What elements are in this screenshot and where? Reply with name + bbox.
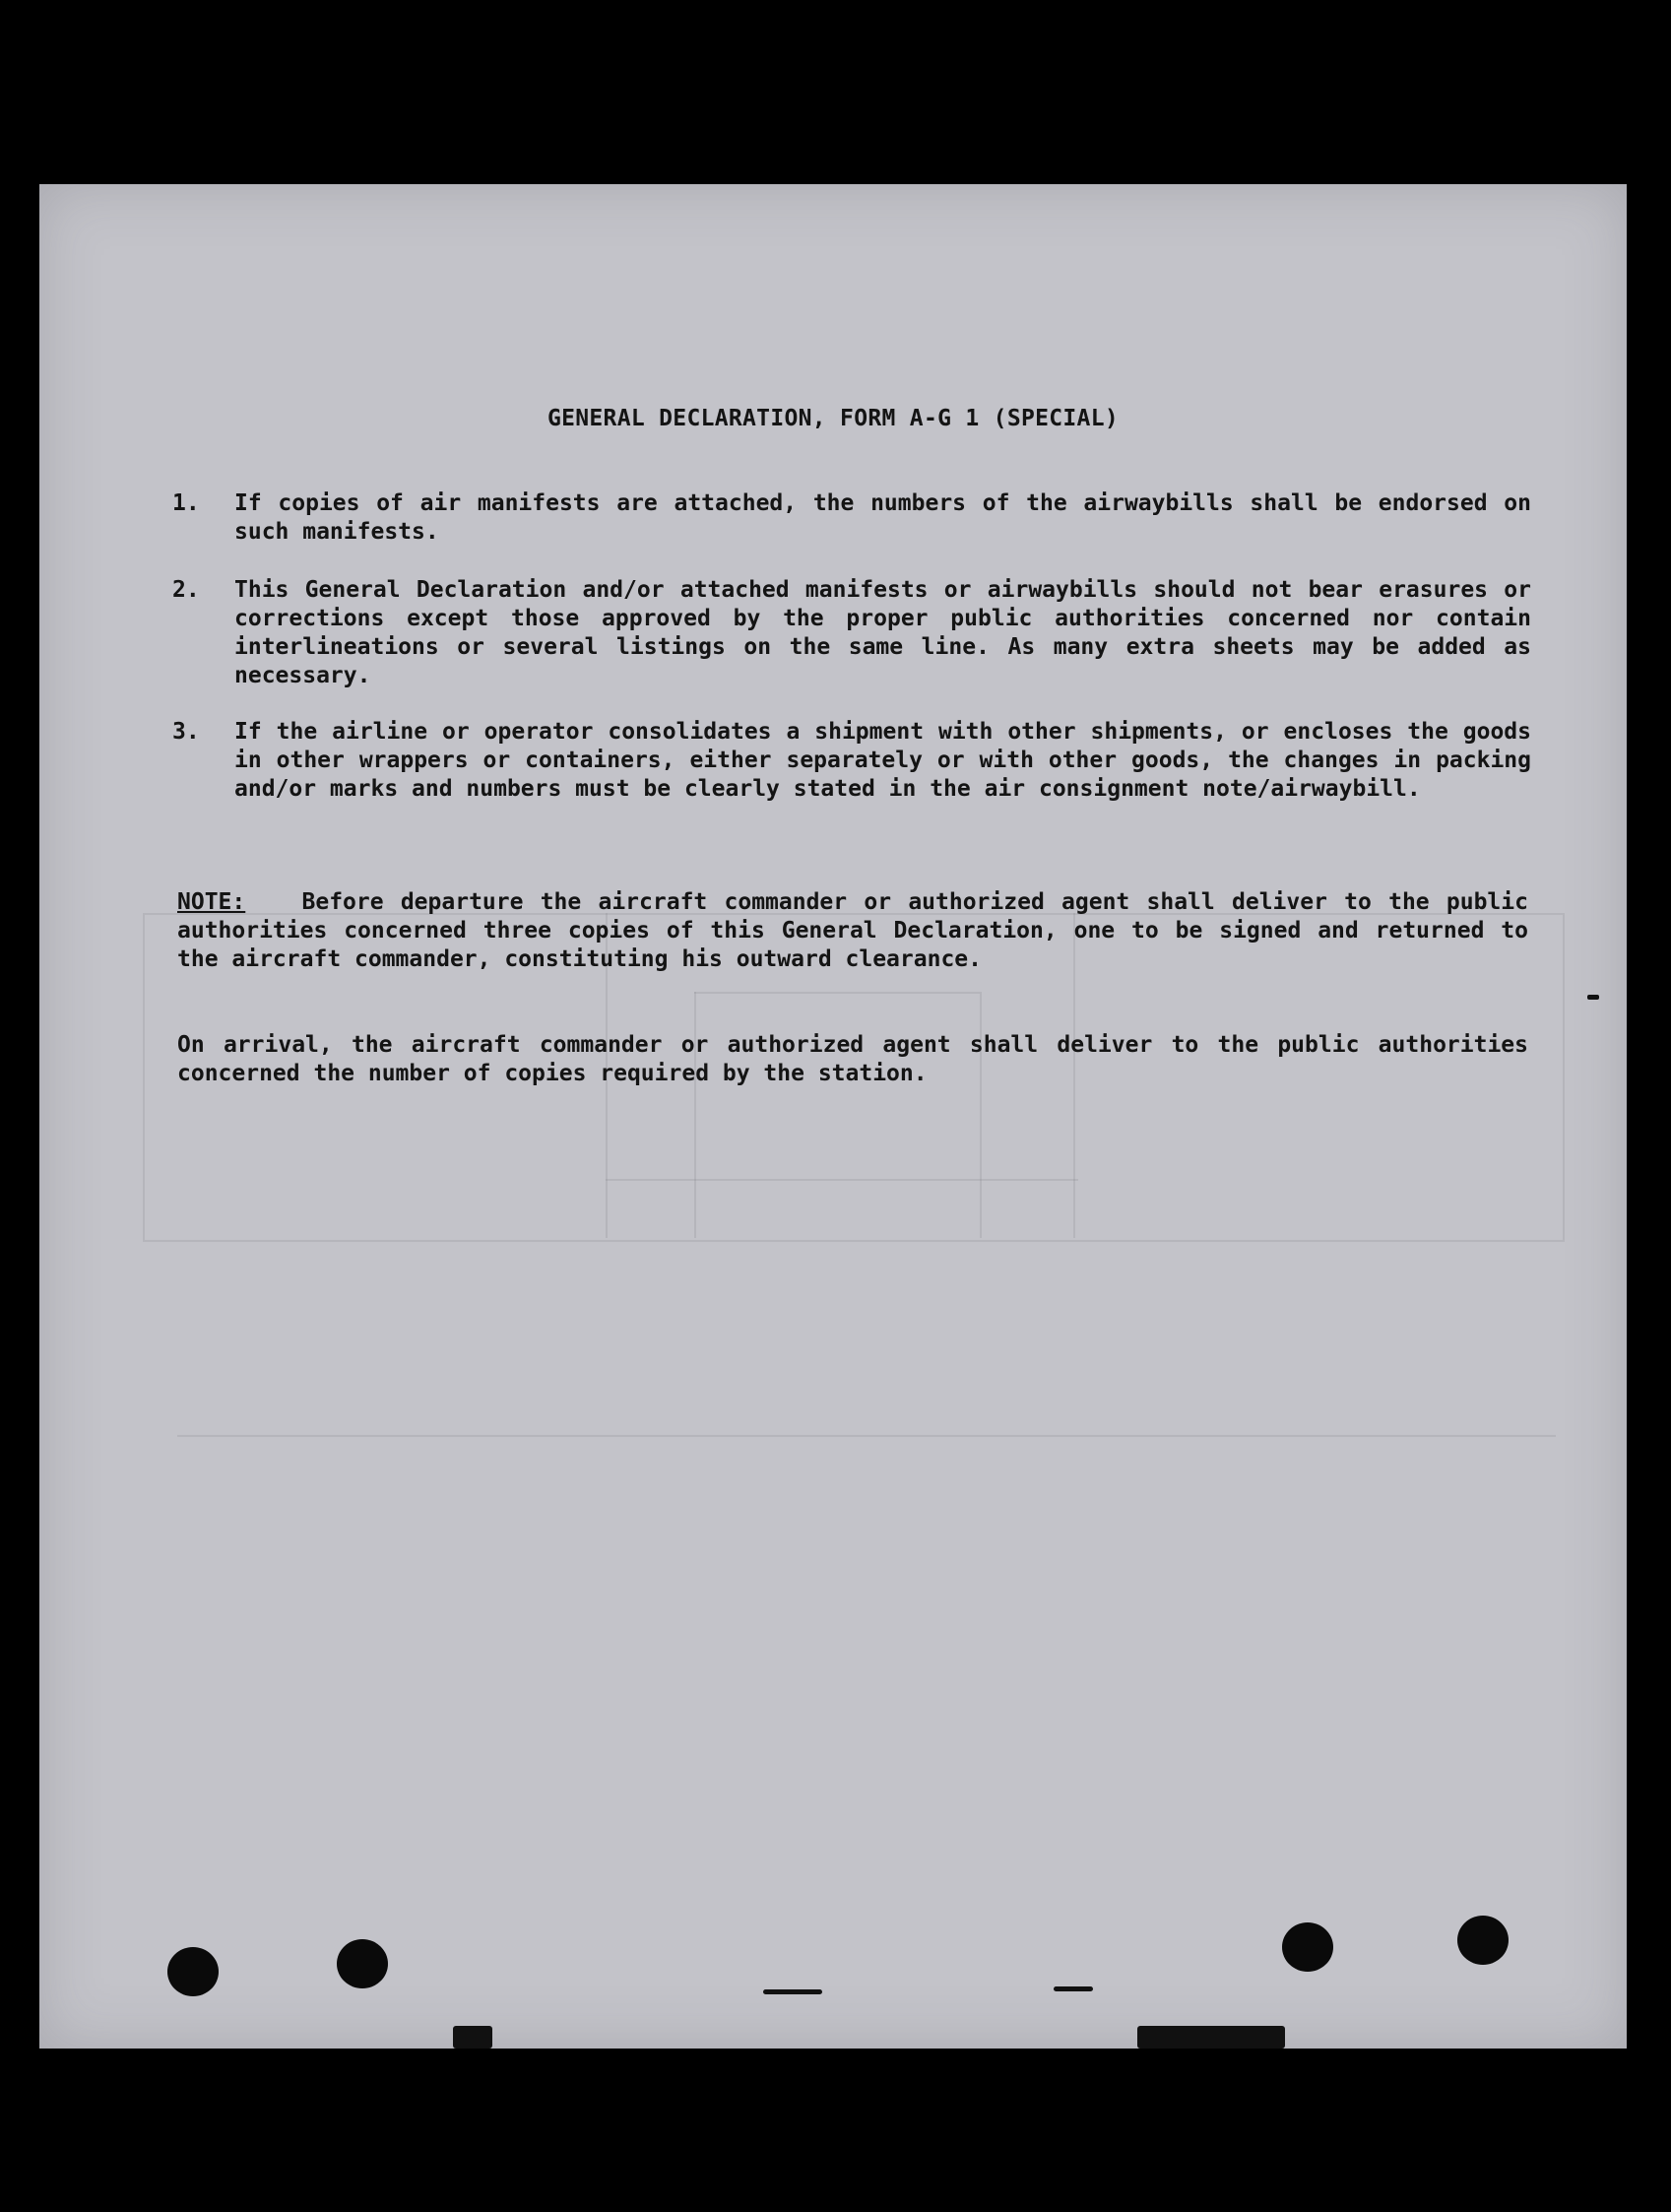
punch-hole — [1457, 1916, 1509, 1965]
item-text: This General Declaration and/or attached manifests or airwaybills should not bear erasures or corrections except those approved by the proper public authorities concerned nor contain interlineations or several listings on the same line. As many extra sheets may be added as necessary. — [234, 577, 1531, 688]
item-number: 3. — [172, 719, 200, 745]
document-sheet — [39, 184, 1627, 2049]
item-number: 2. — [172, 577, 200, 603]
item-number: 1. — [172, 490, 200, 516]
bleed-through-rule — [980, 992, 982, 1238]
punch-hole — [167, 1947, 219, 1996]
item-text: If the airline or operator consolidates a shipment with other shipments, or encloses the goods in other wrappers or containers, either separately or with other goods, the changes in packing and/or marks and numbers must be clearly stated in the air consignment note/airwaybill. — [234, 719, 1531, 802]
item-text: If copies of air manifests are attached, the numbers of the airwaybills shall be endorsed on such manifests. — [234, 490, 1531, 545]
instruction-item-3 — [172, 718, 1531, 804]
bleed-through-rule — [694, 992, 696, 1238]
torn-edge-mark — [763, 1989, 822, 1994]
arrival-note: On arrival, the aircraft commander or authorized agent shall deliver to the public authorities concerned the number of copies required by the station. — [177, 1032, 1528, 1086]
document-title: GENERAL DECLARATION, FORM A-G 1 (SPECIAL) — [546, 406, 1120, 431]
instruction-item-2 — [172, 576, 1531, 690]
note-text: Before departure the aircraft commander or authorized agent shall deliver to the public authorities concerned three copies of this General Declaration, one to be signed and returned to the aircraft commander, constituting his outward clearance. — [177, 889, 1528, 972]
margin-mark — [1587, 995, 1599, 1000]
torn-edge-mark — [453, 2026, 492, 2049]
punch-hole — [1282, 1922, 1333, 1972]
bleed-through-rule — [606, 1179, 1078, 1181]
bleed-through-rule — [694, 992, 980, 994]
note-label: NOTE: — [177, 889, 246, 915]
instruction-item-1 — [172, 489, 1531, 547]
departure-note — [177, 888, 1528, 974]
punch-hole — [337, 1939, 388, 1988]
torn-edge-mark — [1054, 1986, 1093, 1991]
bleed-through-rule — [177, 1435, 1556, 1437]
torn-edge-mark — [1137, 2026, 1285, 2049]
